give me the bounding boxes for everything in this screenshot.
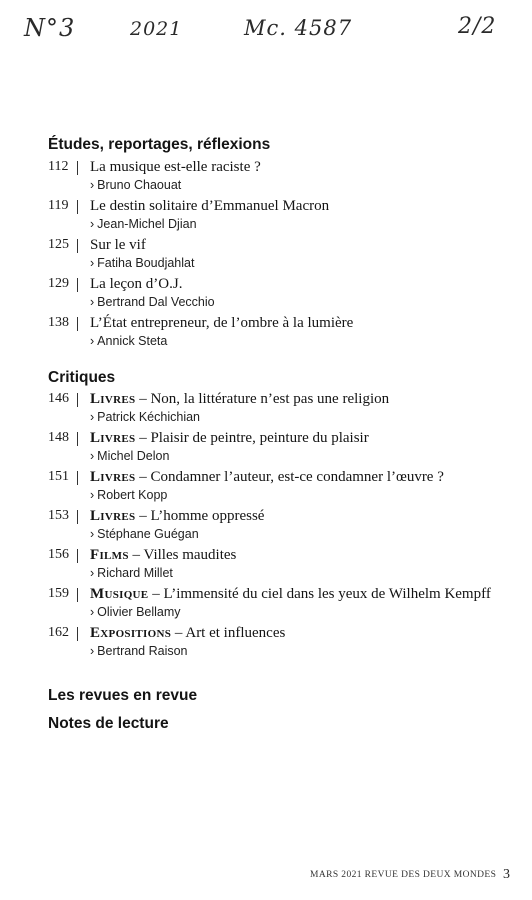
page-number: 129 [48, 276, 69, 291]
entry-title [90, 507, 498, 526]
entry-title-text: Villes maudites [143, 547, 237, 563]
toc-entry [48, 275, 498, 311]
handwritten-issue-number: N°3 [24, 14, 76, 42]
entry-title [90, 546, 498, 565]
chevron-right-icon: › [90, 488, 95, 502]
toc-entry [48, 624, 498, 660]
entry-title-text: L’État entrepreneur, de l’ombre à la lumière [90, 315, 354, 331]
chevron-right-icon: › [90, 449, 95, 463]
author-name: Michel Delon [97, 449, 170, 463]
entry-category: Musique [90, 586, 149, 602]
entry-title [90, 390, 498, 409]
chevron-right-icon: › [90, 644, 95, 658]
handwritten-reference: Mc. 4587 [244, 16, 353, 40]
entry-title-text: Plaisir de peintre, peinture du plaisir [150, 430, 369, 446]
chevron-right-icon: › [90, 410, 95, 424]
entry-title-text: L’immensité du ciel dans les yeux de Wilhelm Kempff [163, 586, 491, 602]
entry-author [90, 294, 498, 311]
chevron-right-icon: › [90, 178, 95, 192]
handwritten-page-count: 2/2 [458, 14, 497, 39]
chevron-right-icon: › [90, 566, 95, 580]
page-number: 138 [48, 315, 69, 330]
page-number: 112 [48, 159, 69, 174]
page-number: 146 [48, 391, 69, 406]
author-name: Patrick Kéchichian [97, 410, 200, 424]
page-number: 156 [48, 547, 69, 562]
separator-bar [77, 278, 78, 292]
entry-author [90, 177, 498, 194]
author-name: Robert Kopp [97, 488, 168, 502]
page-number: 153 [48, 508, 69, 523]
entry-author [90, 448, 498, 465]
page-number: 119 [48, 198, 69, 213]
entry-title-text: La musique est-elle raciste ? [90, 159, 261, 175]
entry-title [90, 158, 498, 177]
section-title-revues: Les revues en revue [48, 687, 198, 704]
toc-entry [48, 314, 498, 350]
chevron-right-icon: › [90, 256, 95, 270]
table-of-contents [48, 136, 498, 733]
entry-author [90, 643, 498, 660]
entry-author [90, 409, 498, 426]
author-name: Stéphane Guégan [97, 527, 199, 541]
toc-entry [48, 585, 498, 621]
separator-bar [77, 549, 78, 563]
entry-title [90, 275, 498, 294]
entry-title-text: Sur le vif [90, 237, 146, 253]
toc-entry [48, 429, 498, 465]
page-footer [0, 867, 532, 887]
toc-entry [48, 236, 498, 272]
author-name: Fatiha Boudjahlat [97, 256, 195, 270]
entry-dash: – [135, 391, 151, 407]
separator-bar [77, 588, 78, 602]
chevron-right-icon: › [90, 605, 95, 619]
entry-author [90, 604, 498, 621]
entry-dash: – [148, 586, 164, 602]
entry-title [90, 314, 498, 333]
entry-title-text: Le destin solitaire d’Emmanuel Macron [90, 198, 330, 214]
entry-category: Expositions [90, 625, 172, 641]
toc-entry [48, 468, 498, 504]
toc-entry [48, 158, 498, 194]
entry-title-text: Condamner l’auteur, est-ce condamner l’œuvre ? [150, 469, 444, 485]
toc-entry [48, 546, 498, 582]
author-name: Bertrand Dal Vecchio [97, 295, 215, 309]
separator-bar [77, 239, 78, 253]
entry-dash: – [128, 547, 144, 563]
entry-title-text: L’homme oppressé [150, 508, 265, 524]
toc-entry [48, 507, 498, 543]
entry-title [90, 197, 498, 216]
author-name: Annick Steta [97, 334, 168, 348]
entry-dash: – [135, 508, 151, 524]
entry-title [90, 468, 498, 487]
chevron-right-icon: › [90, 217, 95, 231]
entry-title [90, 624, 498, 643]
entry-title [90, 429, 498, 448]
page-number: 159 [48, 586, 69, 601]
entry-author [90, 216, 498, 233]
separator-bar [77, 317, 78, 331]
page-number: 151 [48, 469, 69, 484]
entry-author [90, 565, 498, 582]
separator-bar [77, 432, 78, 446]
separator-bar [77, 200, 78, 214]
separator-bar [77, 510, 78, 524]
handwritten-year: 2021 [130, 18, 183, 40]
author-name: Jean-Michel Djian [97, 217, 197, 231]
author-name: Bruno Chaouat [97, 178, 182, 192]
separator-bar [77, 393, 78, 407]
section-title-critiques: Critiques [48, 369, 116, 386]
section-title-etudes: Études, reportages, réflexions [48, 136, 271, 153]
entry-category: Livres [90, 430, 136, 446]
entry-title-text: Non, la littérature n’est pas une religion [150, 391, 390, 407]
author-name: Olivier Bellamy [97, 605, 181, 619]
entry-author [90, 526, 498, 543]
footer-issue: MARS 2021 REVUE DES DEUX MONDES [310, 870, 497, 880]
entry-title-text: Art et influences [185, 625, 286, 641]
entry-author [90, 255, 498, 272]
entry-dash: – [171, 625, 186, 641]
page-number: 125 [48, 237, 69, 252]
entry-author [90, 487, 498, 504]
entry-author [90, 333, 498, 350]
chevron-right-icon: › [90, 295, 95, 309]
author-name: Bertrand Raison [97, 644, 188, 658]
entry-title-text: La leçon d’O.J. [90, 276, 183, 292]
chevron-right-icon: › [90, 527, 95, 541]
entry-dash: – [135, 430, 151, 446]
entry-title [90, 585, 498, 604]
entry-category: Livres [90, 469, 136, 485]
page-number: 162 [48, 625, 69, 640]
toc-entry [48, 390, 498, 426]
entry-title [90, 236, 498, 255]
chevron-right-icon: › [90, 334, 95, 348]
section-title-notes: Notes de lecture [48, 715, 169, 732]
entry-category: Films [90, 547, 129, 563]
separator-bar [77, 161, 78, 175]
handwritten-annotation [0, 14, 532, 54]
entry-category: Livres [90, 391, 136, 407]
footer-page-number: 3 [503, 867, 510, 882]
author-name: Richard Millet [97, 566, 173, 580]
separator-bar [77, 627, 78, 641]
separator-bar [77, 471, 78, 485]
toc-entry [48, 197, 498, 233]
entry-dash: – [135, 469, 151, 485]
page-number: 148 [48, 430, 69, 445]
entry-category: Livres [90, 508, 136, 524]
